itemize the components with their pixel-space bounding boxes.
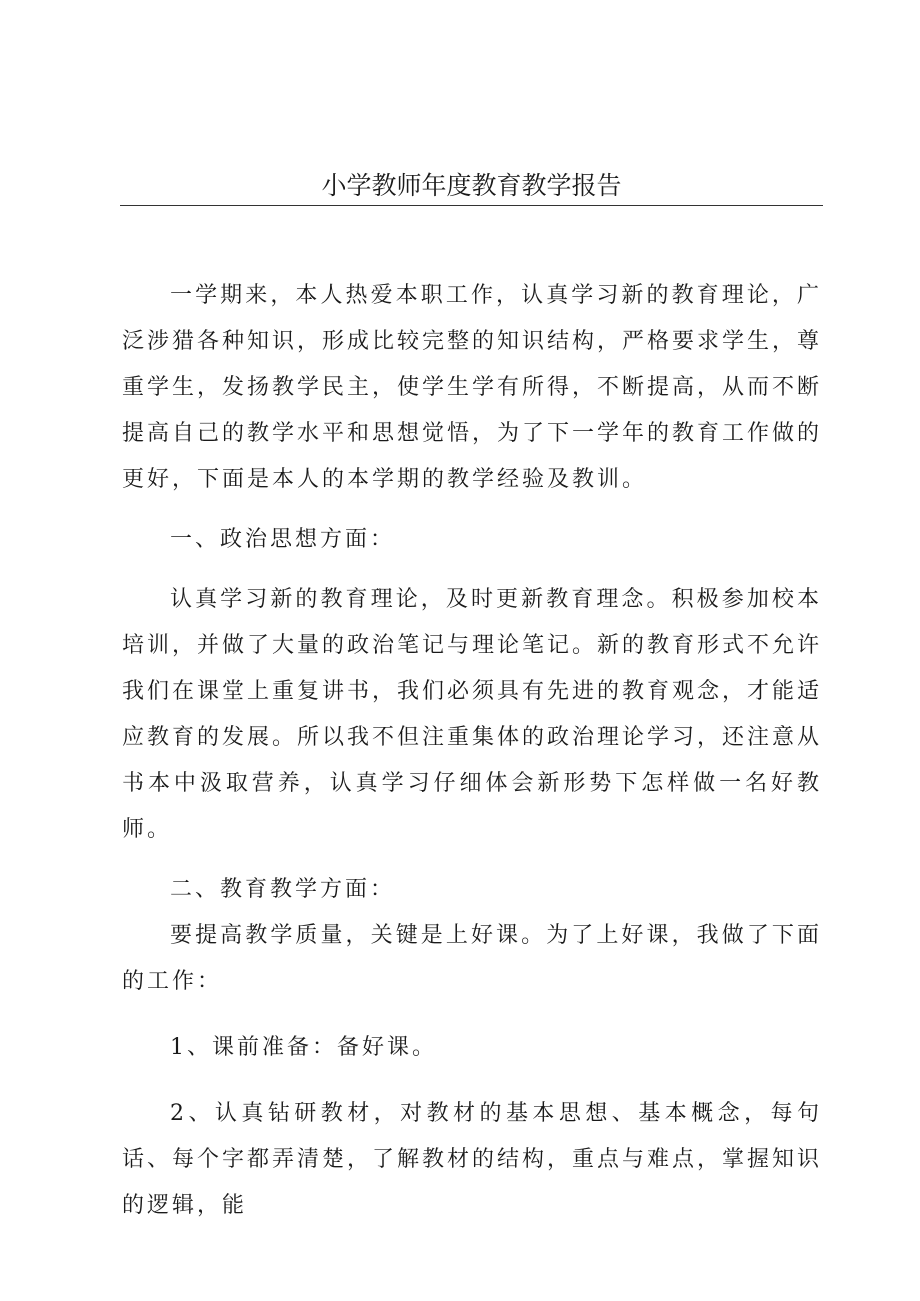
document-body	[122, 273, 822, 1229]
paragraph-teaching: 要提高教学质量，关键是上好课。为了上好课，我做了下面的工作：	[122, 923, 822, 994]
document-title: 小学教师年度教育教学报告	[321, 171, 622, 200]
paragraph-intro: 一学期来，本人热爱本职工作，认真学习新的教育理论，广泛涉猎各种知识，形成比较完整的知识结构，严格要求学生，尊重学生，发扬教学民主，使学生学有所得，不断提高，从而不断提高自己的教学水平和思想觉悟，为了下一学年的教育工作做的更好，下面是本人的本学期的教学经验及教训。	[122, 283, 823, 492]
list-item-2: 2、认真钻研教材，对教材的基本思想、基本概念，每句话、每个字都弄清楚，了解教材的结构，重点与难点，掌握知识的逻辑，能	[122, 1101, 823, 1218]
section-heading-teaching: 二、教育教学方面：	[170, 877, 396, 902]
list-item-1: 1、课前准备：备好课。	[170, 1035, 437, 1060]
paragraph-political: 认真学习新的教育理论，及时更新教育理念。积极参加校本培训，并做了大量的政治笔记与理论笔记。新的教育形式不允许我们在课堂上重复讲书，我们必须具有先进的教育观念，才能适应教育的发展。所以我不但注重集体的政治理论学习，还注意从书本中汲取营养，认真学习仔细体会新形势下怎样做一名好教师。	[122, 587, 823, 842]
section-heading-political: 一、政治思想方面：	[170, 527, 396, 552]
title-underline	[120, 205, 823, 206]
